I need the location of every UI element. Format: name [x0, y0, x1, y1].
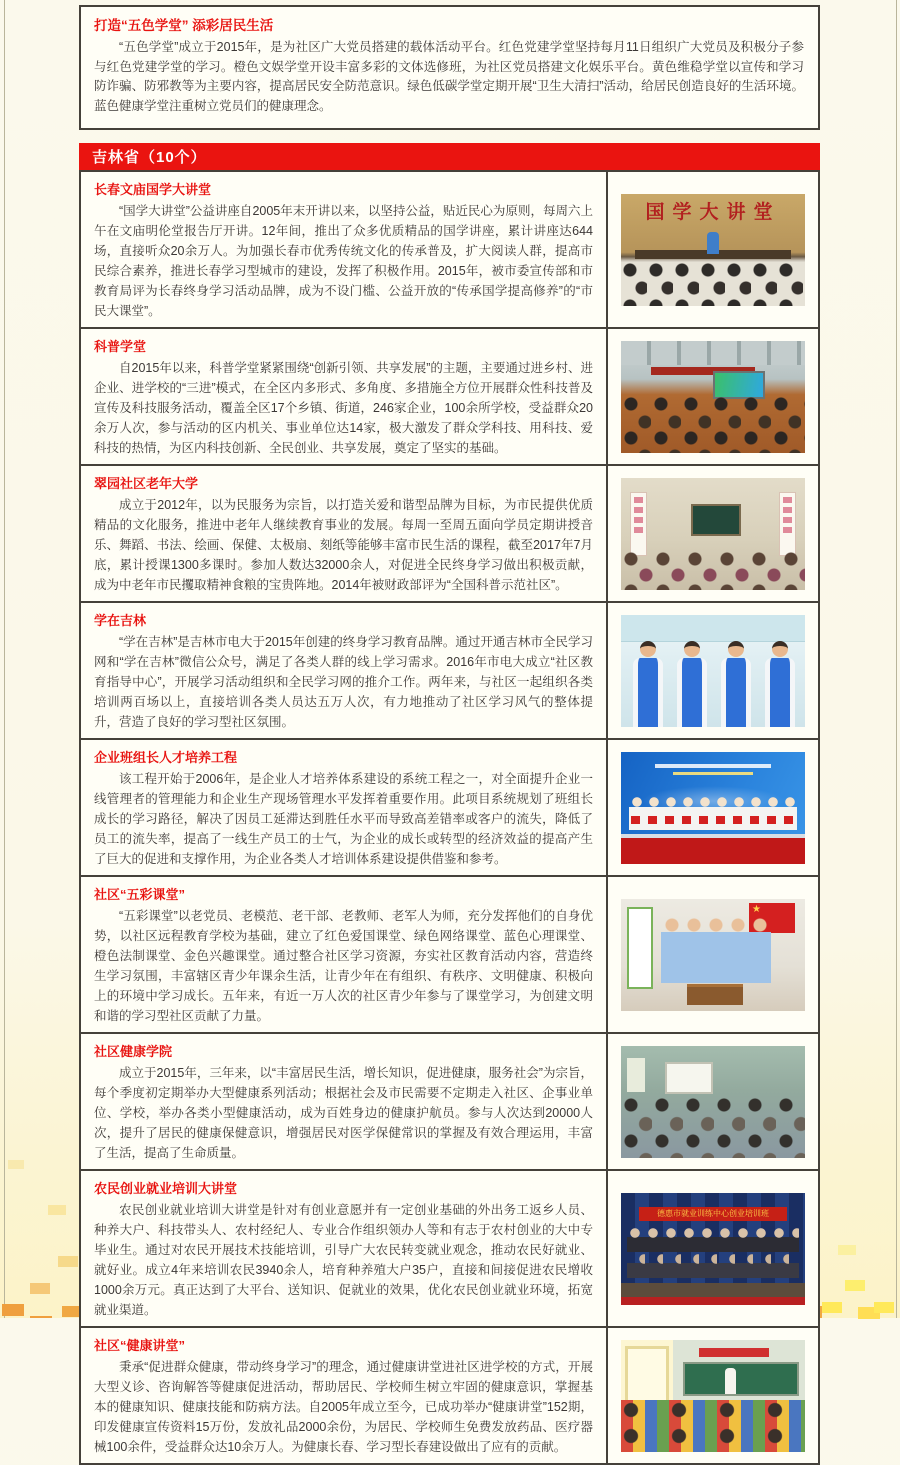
mosaic-tile [8, 1160, 24, 1169]
section-body-text: 成立于2012年，以为民服务为宗旨，以打造关爱和谐型品牌为目标，为市民提供优质精品的文化服务，推进中老年人继续教育事业的发展。每周一至周五面向学员定期讲授音乐、舞蹈、书法、绘画、保健、太极扇、刻纸等能够丰富市民生活的课程，截至2017年7月底，累计授课1300多课时。参加人数达32000余人，对促进全民终身学习做出积极贡献，成为中老年市民攫取精神食粮的宝贵阵地。2014年被财政部评为“全国科普示范社区”。 [94, 498, 593, 592]
section-wucai-ketang [81, 877, 818, 1034]
section-title: 翠园社区老年大学 [94, 476, 199, 491]
section-title: 企业班组长人才培养工程 [94, 750, 238, 765]
section-guoxue-lecture [81, 172, 818, 329]
mosaic-tile [822, 1302, 842, 1313]
section-title: 长春文庙国学大讲堂 [94, 182, 212, 197]
intro-panel [79, 5, 820, 130]
section-title: 社区健康学院 [94, 1044, 173, 1059]
province-banner-label: 吉林省（10个） [92, 149, 207, 166]
section-title: 科普学堂 [94, 339, 147, 354]
mosaic-tile [838, 1245, 856, 1255]
page-content [79, 5, 820, 1465]
photo-health-lecture-crowd [621, 1046, 805, 1158]
photo-volunteers-blue-vests [621, 615, 805, 727]
mosaic-tile [874, 1302, 894, 1313]
page-edge-line-right [896, 0, 897, 1318]
photo-science-lecture-audience [621, 341, 805, 453]
photo-senior-classroom [621, 478, 805, 590]
mosaic-tile [58, 1256, 78, 1267]
section-body-text: “五彩课堂”以老党员、老模范、老干部、老教师、老军人为师，充分发挥他们的自身优势，以社区远程教育学校为基础，建立了红色爱国课堂、绿色网络课堂、蓝色心理课堂、橙色法制课堂、金色兴趣课堂。通过整合社区学习资源，夯实社区教育活动内容，营造终生学习氛围，丰富辖区青少年课余生活，让青少年在有组织、有秩序、文明健康、积极向上的环境中学习成长。五年来，有近一万人次的社区青少年参与了课堂学习，为创建文明和谐的学习型社区贡献了力量。 [94, 909, 593, 1023]
intro-body-text: “五色学堂”成立于2015年，是为社区广大党员搭建的载体活动平台。红色党建学堂坚持每月11日组织广大党员及积极分子参与红色党建学堂的学习。橙色文娱学堂开设丰富多彩的文体选修班，为社区党员搭建文化娱乐平台。黄色维稳学堂以宣传和学习防诈骗、防邪教等为主要内容，提高居民安全防范意识。绿色低碳学堂定期开展“卫生大清扫”活动，给居民创造良好的生活环境。蓝色健康学堂注重树立党员们的健康理念。 [94, 40, 804, 113]
mosaic-tile [2, 1304, 24, 1316]
photo-training-class-group [621, 1193, 805, 1305]
section-cuiyuan-senior-university [81, 466, 818, 603]
mosaic-tile [48, 1205, 66, 1215]
section-kepu-xuetang [81, 329, 818, 466]
section-title: 学在吉林 [94, 613, 147, 628]
photo-banner-text: 国学大讲堂 [645, 201, 781, 223]
section-body-text: 成立于2015年，三年来，以“丰富居民生活，增长知识，促进健康，服务社会”为宗旨，每个季度初定期举办大型健康系列活动；根据社会及市民需要不定期走入社区、企事业单位、学校，举办各类小型健康活动，成为百姓身边的健康护航员。参与人次达到20000人次，提升了居民的健康保健意识，增强居民对医学保健常识的掌握及有效合理运用，丰富了生活，提高了生命质量。 [94, 1066, 593, 1160]
section-banzuzhang-program [81, 740, 818, 877]
mosaic-tile [30, 1283, 50, 1294]
section-health-jiangtang [81, 1328, 818, 1463]
section-body-text: 秉承“促进群众健康，带动终身学习”的理念，通过健康讲堂进社区进学校的方式，开展大型义诊、咨询解答等健康促进活动，帮助居民、学校师生树立牢固的健康意识，掌握基本的健康知识、健康技能和防病方法。自2005年成立至今，已成功举办“健康讲堂”152期，印发健康宣传资料15万份，发放礼品2000余份，为居民、学校师生免费发放药品、医疗器械100余件，受益群众达10余万人。为健康长春、学习型长春建设做出了应有的贡献。 [94, 1360, 593, 1454]
intro-title: 打造“五色学堂” 添彩居民生活 [94, 18, 274, 33]
section-body-text: 自2015年以来，科普学堂紧紧围绕“创新引领、共享发展”的主题，主要通过进乡村、进企业、进学校的“三进”模式，在全区内多形式、多角度、多措施全方位开展群众性科技普及宣传及科技服务活动，覆盖全区17个乡镇、街道，246家企业，100余所学校，受益群众20余万人次，参与活动的区内机关、事业单位达14家，极大激发了群众学科技、用科技、爱科技的热情，为区内科技创新、全民创业、共享发展，奠定了坚实的基础。 [94, 361, 593, 455]
section-body-text: 农民创业就业培训大讲堂是针对有创业意愿并有一定创业基础的外出务工返乡人员、种养大户、科技带头人、农村经纪人、专业合作组织领办人等和有志于农村创业的大中专毕业生。通过对农民开展技术技能培训，引导广大农民转变就业观念，推动农民好就业、就好业。成立4年来培训农民3940余人，培育种养殖大户35户，直接和间接促进农民增收1000余万元。真正达到了大平台、送知识、促就业的效果，优化农民创业就业环境，拓宽就业渠道。 [94, 1203, 593, 1317]
section-title: 社区“五彩课堂” [94, 887, 186, 902]
photo-banner-text: 德惠市就业训练中心创业培训班 [639, 1207, 787, 1221]
section-title: 农民创业就业培训大讲堂 [94, 1181, 238, 1196]
section-body-text: “国学大讲堂”公益讲座自2005年末开讲以来，以坚持公益，贴近民心为原则，每周六上午在文庙明伦堂报告厅开讲。12年间，推出了众多优质精品的国学讲座，累计讲座达644场，直接听众20余万人。为加强长春市优秀传统文化的传承普及，扩大阅读人群，提高市民综合素养，推进长春学习型城市的建设，发挥了积极作用。2015年，被市委宣传部和市教育局评为长春终身学习活动品牌，成为不设门槛、公益开放的“传承国学提高修养”的“市民大课堂”。 [94, 204, 593, 318]
section-xuezai-jilin [81, 603, 818, 740]
section-body-text: “学在吉林”是吉林市电大于2015年创建的终身学习教育品牌。通过开通吉林市全民学习网和“学在吉林”微信公众号，满足了各类人群的线上学习需求。2016年市电大成立“社区教育指导中心”，开展学习活动组织和全民学习网的推介工作。两年来，与社区一起组织各类培训两百场以上，直接培训各类人员达五万人次，有力地推动了社区学习风气的整体提升，营造了良好的学习型社区氛围。 [94, 635, 593, 729]
photo-award-ceremony-stage [621, 752, 805, 864]
section-body-text: 该工程开始于2006年，是企业人才培养体系建设的系统工程之一，对全面提升企业一线管理者的管理能力和企业生产现场管理水平发挥着重要作用。此项目系统规划了班组长成长的学习路径，解决了因员工延滞达到胜任水平而导致高差错率或客户的流失，降低了员工的流失率，提高了一线生产员工的士气，为企业的成长或转型的经济效益的提高产生了巨大的促进和支撑作用，为企业各类人才培训体系建设提供借鉴和参考。 [94, 772, 593, 866]
photo-red-army-classroom [621, 899, 805, 1011]
province-banner [79, 143, 820, 170]
section-farmer-training [81, 1171, 818, 1328]
section-title: 社区“健康讲堂” [94, 1338, 186, 1353]
photo-school-health-class [621, 1340, 805, 1452]
photo-guoxue-lecture-hall [621, 194, 805, 306]
mosaic-tile [845, 1280, 865, 1291]
section-health-college [81, 1034, 818, 1171]
page-edge-line-left [4, 0, 5, 1318]
sections-panel [79, 170, 820, 1465]
